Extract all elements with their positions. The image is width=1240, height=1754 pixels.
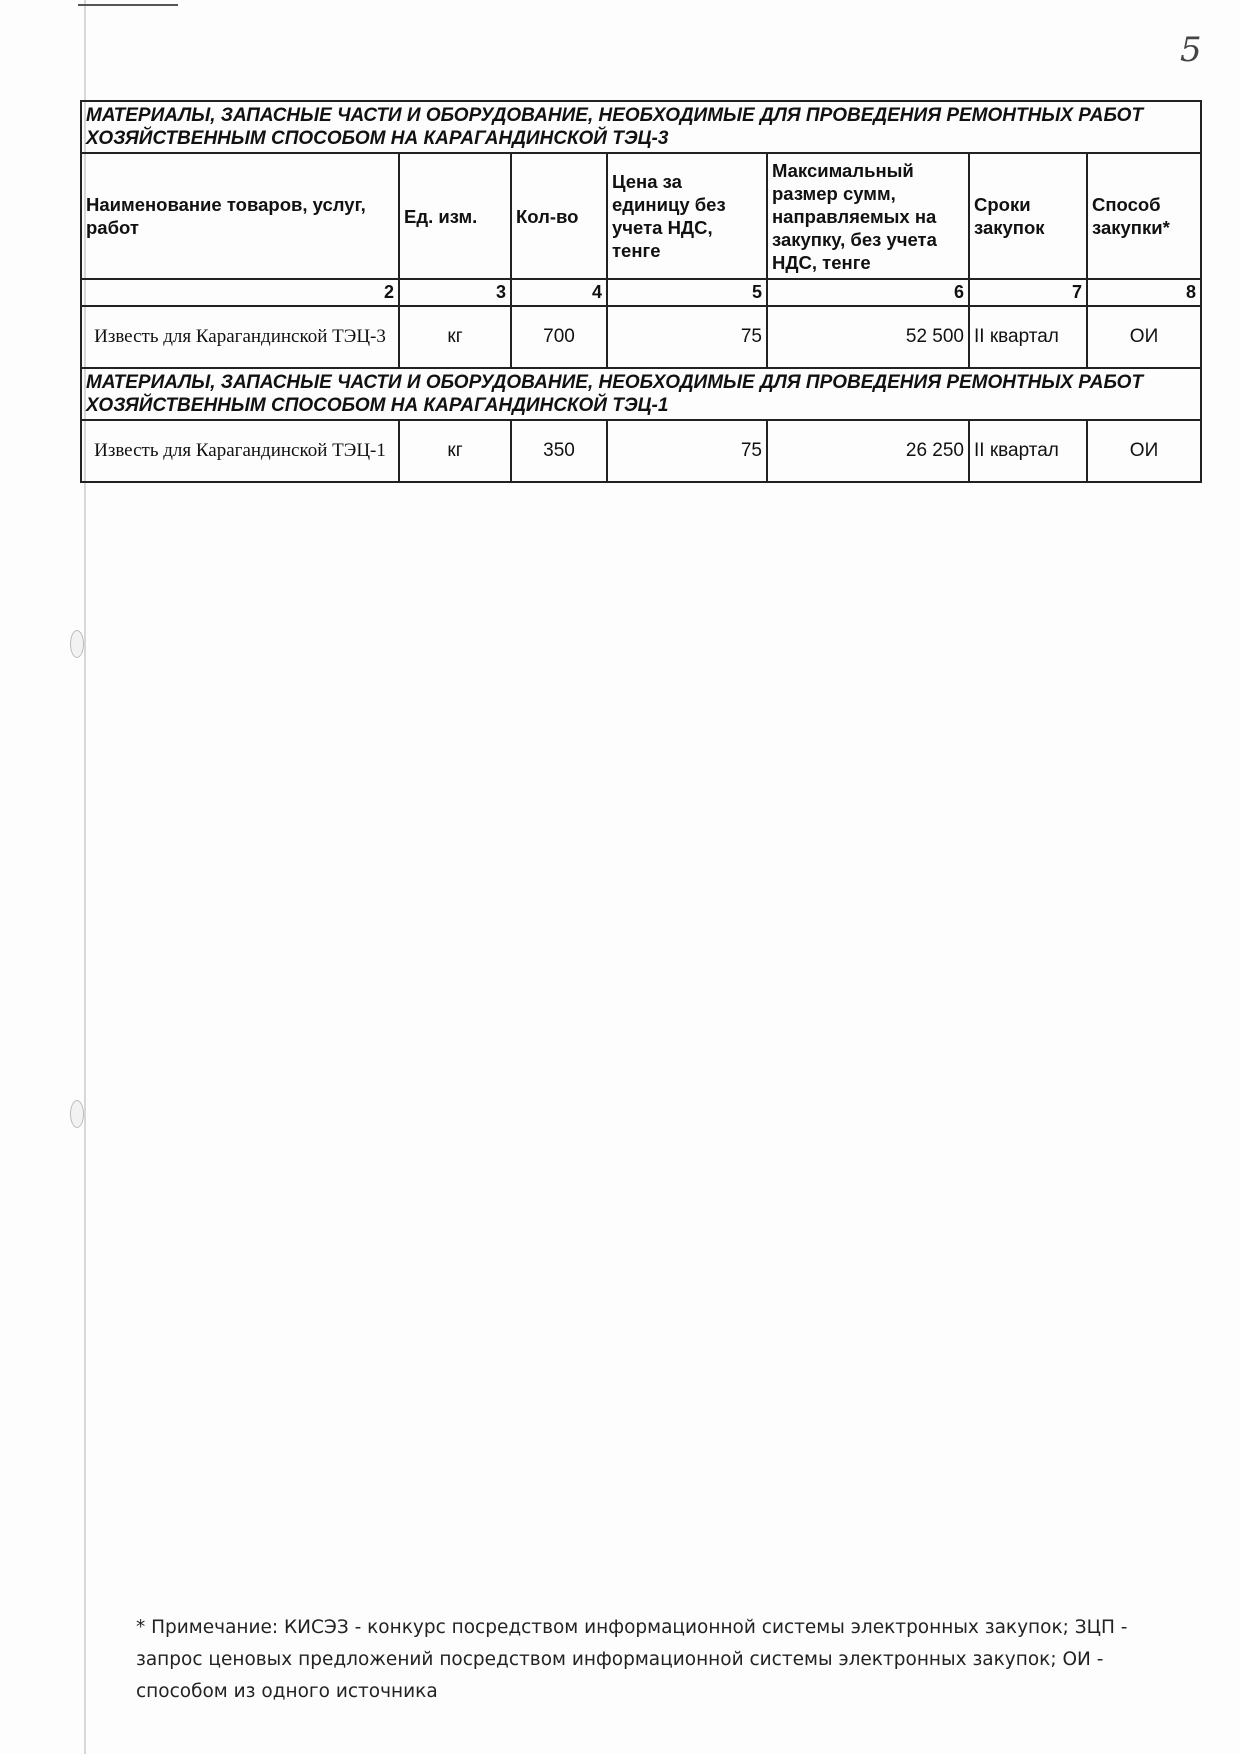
table-row (81, 420, 1201, 482)
page-number: 5 (1180, 30, 1202, 70)
column-number: 8 (1087, 279, 1201, 306)
section-title-row (81, 101, 1201, 153)
item-max-sum: 52 500 (767, 306, 969, 368)
section-title-tec3: МАТЕРИАЛЫ, ЗАПАСНЫЕ ЧАСТИ И ОБОРУДОВАНИЕ, НЕОБХОДИМЫЕ ДЛЯ ПРОВЕДЕНИЯ РЕМОНТНЫХ РАБОТ ХОЗЯЙСТВЕННЫМ СПОСОБОМ НА КАРАГАНДИНСКОЙ ТЭЦ-3 (81, 101, 1201, 153)
item-max-sum: 26 250 (767, 420, 969, 482)
header-name: Наименование товаров, услуг, работ (81, 153, 399, 279)
column-number: 4 (511, 279, 607, 306)
column-number: 5 (607, 279, 767, 306)
header-max-sum: Максимальный размер сумм, направляемых на закупку, без учета НДС, тенге (767, 153, 969, 279)
header-qty: Кол-во (511, 153, 607, 279)
item-method: ОИ (1087, 420, 1201, 482)
scan-top-mark (78, 4, 178, 6)
item-unit: кг (399, 306, 511, 368)
procurement-table (80, 100, 1202, 483)
section-title-tec1: МАТЕРИАЛЫ, ЗАПАСНЫЕ ЧАСТИ И ОБОРУДОВАНИЕ, НЕОБХОДИМЫЕ ДЛЯ ПРОВЕДЕНИЯ РЕМОНТНЫХ РАБОТ ХОЗЯЙСТВЕННЫМ СПОСОБОМ НА КАРАГАНДИНСКОЙ ТЭЦ-1 (81, 368, 1201, 420)
header-row (81, 153, 1201, 279)
footnote: * Примечание: КИСЭЗ - конкурс посредством информационной системы электронных закупок; ЗЦП - запрос ценовых предложений посредством информационной системы электронных закупок; ОИ - способом из одного источника (136, 1617, 1128, 1702)
item-terms: II квартал (969, 420, 1087, 482)
punch-hole (70, 1100, 84, 1128)
column-number: 7 (969, 279, 1087, 306)
item-price: 75 (607, 306, 767, 368)
item-name: Известь для Карагандинской ТЭЦ-1 (81, 420, 399, 482)
header-price: Цена за единицу без учета НДС, тенге (607, 153, 767, 279)
column-number: 2 (81, 279, 399, 306)
item-qty: 350 (511, 420, 607, 482)
item-name: Известь для Карагандинской ТЭЦ-3 (81, 306, 399, 368)
item-terms: II квартал (969, 306, 1087, 368)
column-number: 3 (399, 279, 511, 306)
header-terms: Сроки закупок (969, 153, 1087, 279)
header-unit: Ед. изм. (399, 153, 511, 279)
item-price: 75 (607, 420, 767, 482)
column-number-row (81, 279, 1201, 306)
column-number: 6 (767, 279, 969, 306)
table-row (81, 306, 1201, 368)
item-unit: кг (399, 420, 511, 482)
section-title-row (81, 368, 1201, 420)
header-method: Способ закупки* (1087, 153, 1201, 279)
item-method: ОИ (1087, 306, 1201, 368)
punch-hole (70, 630, 84, 658)
item-qty: 700 (511, 306, 607, 368)
